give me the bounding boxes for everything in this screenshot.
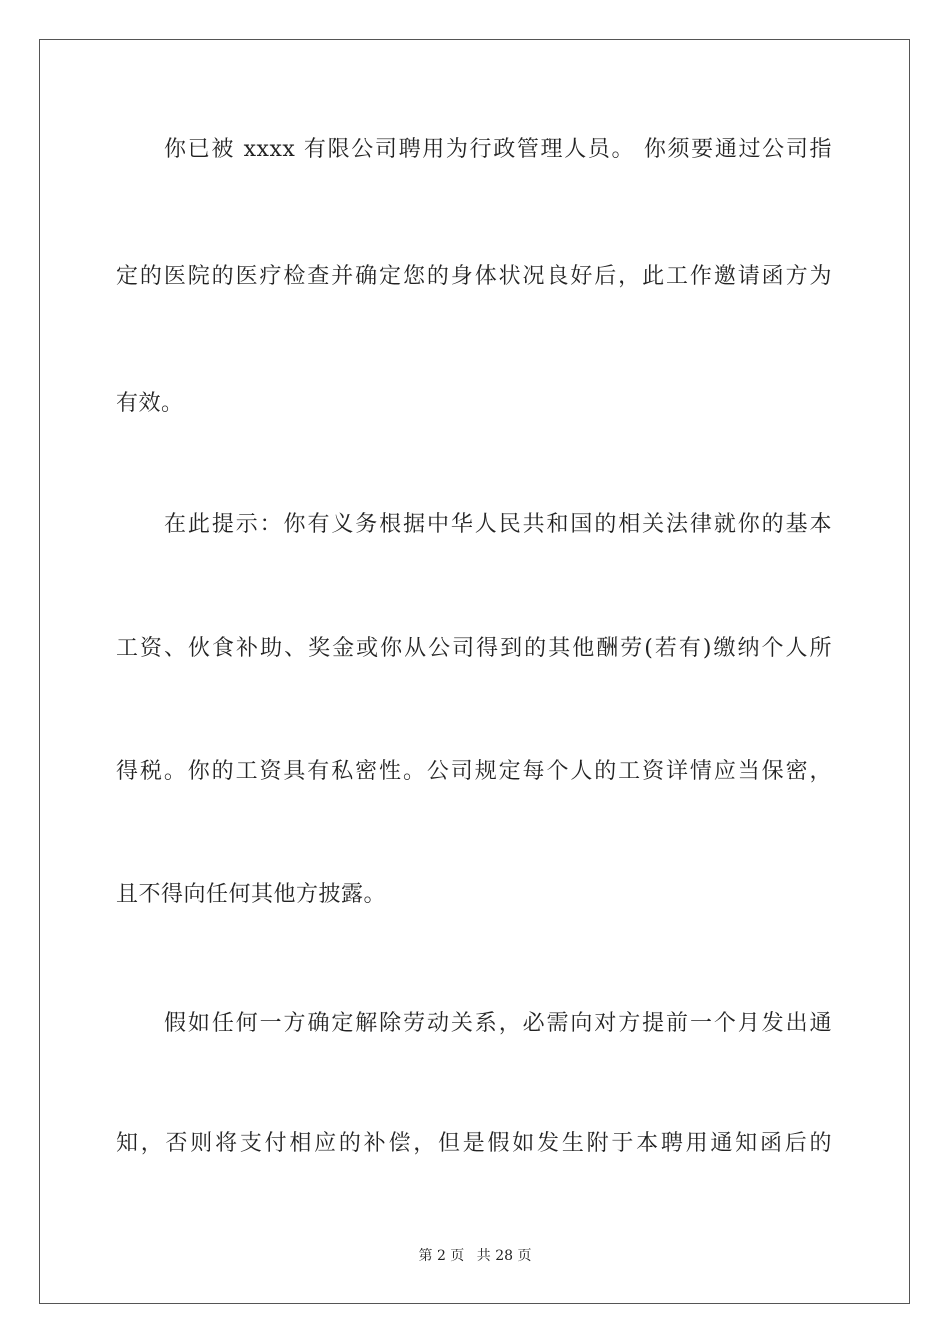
paragraph-line: 假如任何一方确定解除劳动关系，必需向对方提前一个月发出通 [164, 1011, 832, 1036]
paragraph-line: 定的医院的医疗检查并确定您的身体状况良好后，此工作邀请函方为 [116, 264, 832, 289]
paragraph-line: 知，否则将支付相应的补偿，但是假如发生附于本聘用通知函后的 [116, 1131, 832, 1156]
paragraph-line: 你已被 xxxx 有限公司聘用为行政管理人员。 你须要通过公司指 [164, 137, 832, 162]
page-footer [0, 1246, 950, 1266]
page-total: 共 28 页 [476, 1248, 532, 1264]
paragraph-line: 得税。你的工资具有私密性。公司规定每个人的工资详情应当保密， [116, 759, 832, 784]
paragraph-line: 在此提示：你有义务根据中华人民共和国的相关法律就你的基本 [164, 512, 832, 537]
paragraph-line: 且不得向任何其他方披露。 [116, 882, 387, 907]
paragraph-line: 工资、伙食补助、奖金或你从公司得到的其他酬劳(若有)缴纳个人所 [116, 636, 832, 661]
page-number: 第 2 页 [418, 1248, 465, 1264]
paragraph-line: 有效。 [116, 391, 184, 416]
page-border [39, 39, 910, 1304]
